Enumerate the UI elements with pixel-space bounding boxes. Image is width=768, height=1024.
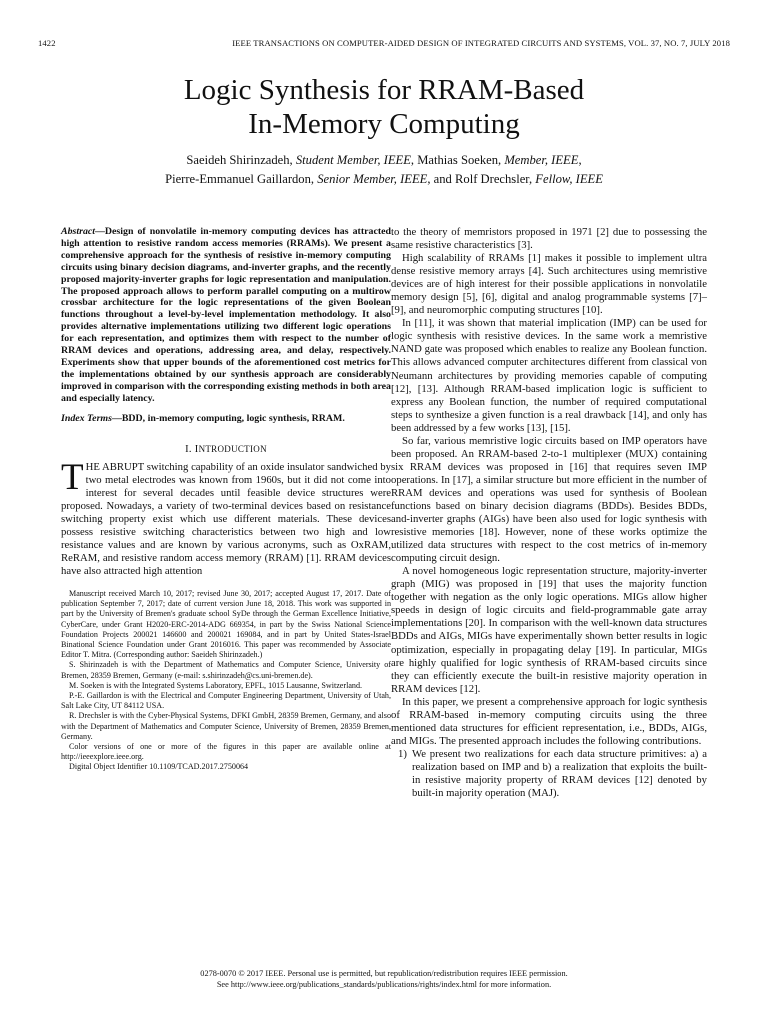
author-list — [0, 151, 768, 189]
list-item-text: We present two realizations for each data structure primitives: a) a realization based on IMP and b) a realization that exploits the built-in resistive majority property of RRAM devices [12] denoted by built-in majority operation (MAJ). — [412, 747, 707, 800]
title-line-1: Logic Synthesis for RRAM-Based — [183, 74, 585, 106]
copyright-footer — [0, 968, 768, 990]
abstract — [61, 226, 391, 405]
right-paragraph-3: So far, various memristive logic circuits based on IMP operators have been proposed. An RRAM-based 2-to-1 multiplexer (MUX) containing six RRAM devices was proposed in [16] that requires seven IMP operations. In [17], a similar structure but more efficient in the number of RRAM devices and operations was used for synthesis of Boolean functions based on binary decision diagrams (BDDs). Besides BDDs, and-inverter graphs (AIGs) have been also used for logic synthesis with resistive memories [18]. However, none of these works optimize the utilized data structures with respect to the cost metrics of in-memory computing circuit design. — [391, 434, 707, 565]
right-column — [391, 226, 707, 800]
page-number: 1422 — [38, 38, 56, 48]
right-paragraph-2: In [11], it was shown that material implication (IMP) can be used for logic synthesis with resistive devices. In the same work a memristive NAND gate was proposed which enables to realize any Boolean function. This allows advanced computer architectures different from classical von Neumann architectures by providing memories capable of computing [12], [13]. Although RRAM-based implication logic is sufficient to express any Boolean function, the number of required computational steps to synthesize a given function is a real drawback [14], and only has been addressed by a few works [13], [15]. — [391, 317, 707, 434]
right-paragraph-1: High scalability of RRAMs [1] makes it possible to implement ultra dense resistive memory arrays [4]. Such architectures using memristive devices are of high interest for their possible applications in nonvolatile memory design [5], [6], digital and analog programmable systems [7]–[9], and neuromorphic computing structures [10]. — [391, 252, 707, 317]
footnote-author-1: S. Shirinzadeh is with the Department of Mathematics and Computer Science, University of Bremen, 28359 Bremen, Germany (e-mail: s.shirinzadeh@cs.uni-bremen.de). — [61, 660, 391, 680]
abstract-label: Abstract — [61, 226, 96, 237]
index-terms-text: —BDD, in-memory computing, logic synthesis, RRAM. — [111, 412, 345, 424]
title-line-2: In-Memory Computing — [248, 108, 520, 140]
index-terms — [61, 413, 391, 425]
copyright-line: 0278-0070 © 2017 IEEE. Personal use is permitted, but republication/redistribution requires IEEE permission. — [200, 969, 568, 978]
authors-line-1: Saeideh Shirinzadeh, Student Member, IEEE, Mathias Soeken, Member, IEEE, — [186, 153, 582, 167]
running-header — [38, 38, 730, 48]
paper-title — [0, 73, 768, 141]
left-column — [61, 226, 391, 773]
footnote-doi: Digital Object Identifier 10.1109/TCAD.2017.2750064 — [69, 762, 249, 772]
drop-cap: T — [61, 456, 84, 498]
list-item-number: 1) — [398, 747, 407, 760]
footnotes — [61, 589, 391, 773]
right-paragraph-5: In this paper, we present a comprehensive approach for logic synthesis of RRAM-based in-memory computing circuits using the three mentioned data structures for efficient representation, i.e., BDDs, AIGs, and MIGs. The presented approach includes the following contributions. — [391, 695, 707, 747]
intro-paragraph-1: THE ABRUPT switching capability of an oxide insulator sandwiched by two metal electrodes was known from 1960s, but it did not come into interest for several decades until feasible device structures were proposed. Nowadays, a variety of two-terminal devices based on resistance switching property exist which use different materials. These devices possess resistive switching characteristics between two high and low resistance values and are known by various acronyms, such as OxRAM, ReRAM, and resistive random access memory (RRAM) [1]. RRAM devices have also attracted high attention — [61, 456, 391, 577]
footnote-author-2: M. Soeken is with the Integrated Systems Laboratory, EPFL, 1015 Lausanne, Switzerland. — [69, 680, 363, 690]
contribution-list — [391, 748, 707, 800]
footnote-author-4: R. Drechsler is with the Cyber-Physical Systems, DFKI GmbH, 28359 Bremen, Germany, and also with the Department of Mathematics and Computer Science, University of Bremen, 28359 Bremen, Germany. — [61, 711, 391, 741]
section-heading-introduction: I. INTRODUCTION — [185, 443, 267, 455]
index-terms-label: Index Terms — [61, 412, 112, 424]
footnote-manuscript: Manuscript received March 10, 2017; revised June 30, 2017; accepted August 17, 2017. Date of publication September 7, 2017; date of current version June 18, 2018. This work was supported in part by the University of Bremen's graduate school SyDe through the German Excellence Initiative, CyberCare, under Grant H2020-ERC-2014-ADG 669354, in part by the Swiss National Science Foundation Projects 200021 146600 and 200021 169084, and in part by United States-Israel Binational Science Foundation under Grant 2016016. This paper was recommended by Associate Editor T. Mitra. (Corresponding author: Saeideh Shirinzadeh.) — [61, 588, 391, 660]
right-paragraph-0: to the theory of memristors proposed in 1971 [2] due to possessing the same resistive characteristics [3]. — [391, 226, 707, 252]
right-paragraph-4: A novel homogeneous logic representation structure, majority-inverter graph (MIG) was proposed in [19] that uses the majority function together with negation as the only logic operations. MIGs allow higher speeds in design of logic circuits and field-programmable gate array implementations [20]. In comparison with the well-known data structures BDDs and AIGs, MIGs have experimentally shown better results in logic optimization, especially in propagating delay [19]. In particular, MIGs are highly qualified for logic synthesis of RRAM-based circuits since they can efficiently execute the built-in resistive majority operation in RRAM devices [12]. — [391, 565, 707, 695]
footnote-author-3: P.-E. Gaillardon is with the Electrical and Computer Engineering Department, University of Utah, Salt Lake City, UT 84112 USA. — [61, 691, 391, 711]
journal-name: IEEE TRANSACTIONS ON COMPUTER-AIDED DESIGN OF INTEGRATED CIRCUITS AND SYSTEMS, VOL. 37, NO. 7, JULY 2018 — [232, 38, 730, 48]
list-item — [391, 748, 707, 800]
rights-link-line: See http://www.ieee.org/publications_standards/publications/rights/index.html for more information. — [216, 980, 552, 989]
footnote-color: Color versions of one or more of the figures in this paper are available online at http://ieeexplore.ieee.org. — [61, 742, 391, 762]
abstract-text: —Design of nonvolatile in-memory computing devices has attracted high attention to resistive random access memories (RRAMs). We present a comprehensive approach for the synthesis of resistive in-memory computing circuits using binary decision diagrams, and-inverter graphs, and the recently proposed majority-inverter graphs for logic representation and manipulation. The proposed approach allows to perform parallel computing on a multirow crossbar architecture for the logic representations of the given Boolean functions throughout a level-by-level implementation methodology. It also provides alternative implementations utilizing two different logic operations for each representation, and optimizes them with respect to the number of RRAM devices and operations, addressing area, and delay, respectively. Experiments show that upper bounds of the aforementioned cost metrics for the implementations obtained by our synthesis approach are considerably improved in comparison with the corresponding existing methods in both area and especially latency. — [61, 226, 391, 404]
authors-line-2: Pierre-Emmanuel Gaillardon, Senior Member, IEEE, and Rolf Drechsler, Fellow, IEEE — [165, 172, 603, 186]
